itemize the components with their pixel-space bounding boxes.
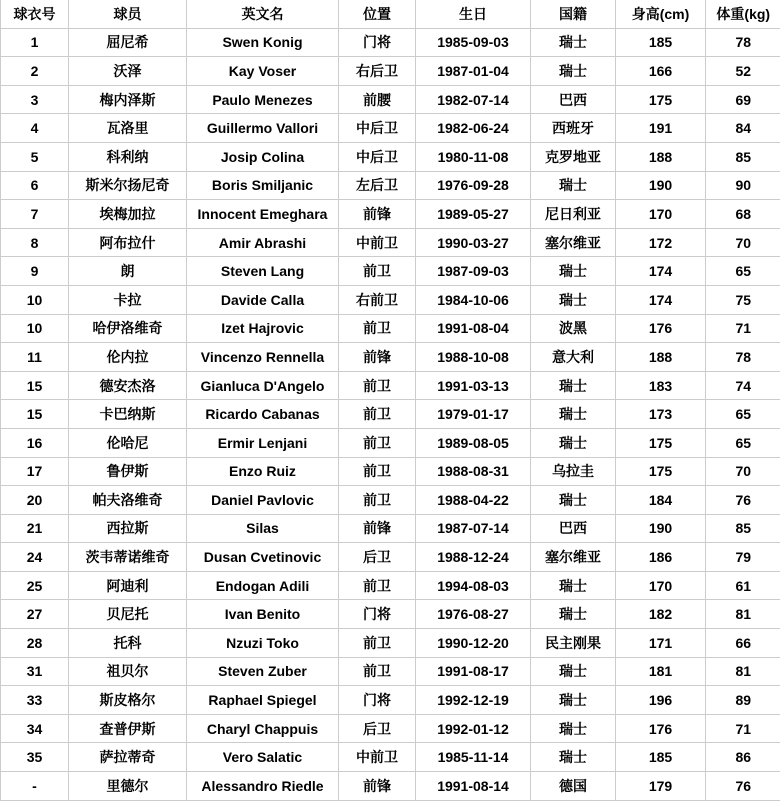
cell-jersey: 6: [1, 171, 69, 200]
cell-jersey: 10: [1, 314, 69, 343]
cell-name-en: Boris Smiljanic: [187, 171, 339, 200]
cell-position: 前腰: [339, 85, 416, 114]
cell-jersey: 25: [1, 571, 69, 600]
cell-birthday: 1988-10-08: [416, 343, 531, 372]
cell-jersey: 8: [1, 228, 69, 257]
cell-height: 185: [616, 28, 706, 57]
cell-name-en: Endogan Adili: [187, 571, 339, 600]
cell-birthday: 1985-09-03: [416, 28, 531, 57]
cell-weight: 65: [706, 400, 780, 429]
table-row: [1, 28, 780, 57]
cell-name-cn: 卡巴纳斯: [69, 400, 187, 429]
cell-name-en: Nzuzi Toko: [187, 629, 339, 658]
table-row: [1, 743, 780, 772]
cell-name-en: Swen Konig: [187, 28, 339, 57]
cell-jersey: 2: [1, 57, 69, 86]
header-cell-weight: 体重(kg): [706, 0, 780, 28]
cell-nationality: 瑞士: [531, 743, 616, 772]
table-row: [1, 657, 780, 686]
cell-name-en: Ricardo Cabanas: [187, 400, 339, 429]
cell-weight: 84: [706, 114, 780, 143]
table-row: [1, 571, 780, 600]
cell-jersey: 5: [1, 142, 69, 171]
cell-birthday: 1988-04-22: [416, 486, 531, 515]
cell-weight: 66: [706, 629, 780, 658]
cell-nationality: 德国: [531, 772, 616, 801]
cell-position: 前卫: [339, 314, 416, 343]
cell-jersey: -: [1, 772, 69, 801]
cell-name-en: Charyl Chappuis: [187, 714, 339, 743]
cell-height: 170: [616, 571, 706, 600]
cell-height: 175: [616, 457, 706, 486]
cell-nationality: 瑞士: [531, 171, 616, 200]
cell-height: 184: [616, 486, 706, 515]
cell-nationality: 瑞士: [531, 657, 616, 686]
cell-name-en: Josip Colina: [187, 142, 339, 171]
cell-position: 中后卫: [339, 142, 416, 171]
cell-jersey: 3: [1, 85, 69, 114]
cell-name-en: Steven Zuber: [187, 657, 339, 686]
cell-position: 前锋: [339, 514, 416, 543]
table-row: [1, 85, 780, 114]
cell-jersey: 28: [1, 629, 69, 658]
cell-jersey: 35: [1, 743, 69, 772]
cell-weight: 61: [706, 571, 780, 600]
table-row: [1, 285, 780, 314]
cell-birthday: 1976-09-28: [416, 171, 531, 200]
cell-nationality: 瑞士: [531, 57, 616, 86]
cell-name-cn: 萨拉蒂奇: [69, 743, 187, 772]
cell-jersey: 9: [1, 257, 69, 286]
cell-position: 门将: [339, 686, 416, 715]
cell-height: 172: [616, 228, 706, 257]
cell-weight: 76: [706, 486, 780, 515]
cell-weight: 65: [706, 428, 780, 457]
cell-nationality: 巴西: [531, 85, 616, 114]
cell-nationality: 克罗地亚: [531, 142, 616, 171]
cell-height: 166: [616, 57, 706, 86]
table-row: [1, 686, 780, 715]
cell-nationality: 塞尔维亚: [531, 543, 616, 572]
table-body: [1, 28, 780, 800]
cell-birthday: 1987-09-03: [416, 257, 531, 286]
cell-jersey: 34: [1, 714, 69, 743]
cell-jersey: 4: [1, 114, 69, 143]
header-cell-height: 身高(cm): [616, 0, 706, 28]
cell-name-cn: 鲁伊斯: [69, 457, 187, 486]
cell-weight: 86: [706, 743, 780, 772]
cell-birthday: 1991-08-14: [416, 772, 531, 801]
cell-name-cn: 埃梅加拉: [69, 200, 187, 229]
cell-position: 前卫: [339, 400, 416, 429]
cell-position: 中前卫: [339, 228, 416, 257]
cell-weight: 85: [706, 142, 780, 171]
cell-name-cn: 梅内泽斯: [69, 85, 187, 114]
cell-birthday: 1976-08-27: [416, 600, 531, 629]
cell-position: 前卫: [339, 571, 416, 600]
cell-height: 186: [616, 543, 706, 572]
cell-name-en: Enzo Ruiz: [187, 457, 339, 486]
cell-nationality: 西班牙: [531, 114, 616, 143]
cell-weight: 74: [706, 371, 780, 400]
cell-name-cn: 西拉斯: [69, 514, 187, 543]
cell-nationality: 瑞士: [531, 257, 616, 286]
table-row: [1, 371, 780, 400]
cell-nationality: 瑞士: [531, 714, 616, 743]
cell-weight: 81: [706, 600, 780, 629]
cell-nationality: 瑞士: [531, 600, 616, 629]
cell-weight: 70: [706, 457, 780, 486]
cell-jersey: 15: [1, 371, 69, 400]
cell-position: 前锋: [339, 200, 416, 229]
table-row: [1, 171, 780, 200]
header-cell-nationality: 国籍: [531, 0, 616, 28]
cell-position: 前锋: [339, 772, 416, 801]
cell-name-en: Guillermo Vallori: [187, 114, 339, 143]
cell-weight: 81: [706, 657, 780, 686]
cell-position: 门将: [339, 600, 416, 629]
cell-weight: 78: [706, 28, 780, 57]
cell-nationality: 意大利: [531, 343, 616, 372]
cell-jersey: 20: [1, 486, 69, 515]
cell-height: 190: [616, 514, 706, 543]
cell-birthday: 1988-12-24: [416, 543, 531, 572]
cell-name-cn: 贝尼托: [69, 600, 187, 629]
cell-name-cn: 阿布拉什: [69, 228, 187, 257]
cell-weight: 85: [706, 514, 780, 543]
cell-birthday: 1984-10-06: [416, 285, 531, 314]
cell-nationality: 瑞士: [531, 400, 616, 429]
cell-name-cn: 托科: [69, 629, 187, 658]
cell-jersey: 17: [1, 457, 69, 486]
cell-position: 后卫: [339, 543, 416, 572]
cell-name-cn: 祖贝尔: [69, 657, 187, 686]
cell-name-en: Davide Calla: [187, 285, 339, 314]
cell-weight: 69: [706, 85, 780, 114]
cell-name-cn: 里德尔: [69, 772, 187, 801]
cell-jersey: 1: [1, 28, 69, 57]
cell-weight: 65: [706, 257, 780, 286]
cell-height: 196: [616, 686, 706, 715]
header-cell-name-en: 英文名: [187, 0, 339, 28]
cell-name-cn: 伦哈尼: [69, 428, 187, 457]
cell-nationality: 瑞士: [531, 686, 616, 715]
cell-jersey: 21: [1, 514, 69, 543]
cell-name-en: Dusan Cvetinovic: [187, 543, 339, 572]
cell-height: 175: [616, 85, 706, 114]
cell-height: 182: [616, 600, 706, 629]
cell-nationality: 瑞士: [531, 486, 616, 515]
cell-name-cn: 斯皮格尔: [69, 686, 187, 715]
table-row: [1, 428, 780, 457]
cell-birthday: 1987-01-04: [416, 57, 531, 86]
cell-name-en: Kay Voser: [187, 57, 339, 86]
cell-position: 门将: [339, 28, 416, 57]
cell-birthday: 1992-01-12: [416, 714, 531, 743]
cell-name-en: Vero Salatic: [187, 743, 339, 772]
header-cell-name-cn: 球员: [69, 0, 187, 28]
table-row: [1, 457, 780, 486]
cell-position: 前卫: [339, 486, 416, 515]
cell-position: 前锋: [339, 343, 416, 372]
header-cell-jersey: 球衣号: [1, 0, 69, 28]
cell-nationality: 乌拉圭: [531, 457, 616, 486]
cell-name-en: Amir Abrashi: [187, 228, 339, 257]
cell-name-en: Ivan Benito: [187, 600, 339, 629]
cell-name-cn: 帕夫洛维奇: [69, 486, 187, 515]
table-row: [1, 257, 780, 286]
cell-name-cn: 科利纳: [69, 142, 187, 171]
cell-height: 170: [616, 200, 706, 229]
cell-birthday: 1990-03-27: [416, 228, 531, 257]
cell-nationality: 波黑: [531, 314, 616, 343]
cell-position: 后卫: [339, 714, 416, 743]
cell-nationality: 民主刚果: [531, 629, 616, 658]
cell-jersey: 15: [1, 400, 69, 429]
cell-height: 173: [616, 400, 706, 429]
table-row: [1, 57, 780, 86]
cell-birthday: 1991-03-13: [416, 371, 531, 400]
cell-nationality: 瑞士: [531, 428, 616, 457]
table-row: [1, 543, 780, 572]
cell-birthday: 1979-01-17: [416, 400, 531, 429]
table-row: [1, 343, 780, 372]
cell-birthday: 1980-11-08: [416, 142, 531, 171]
header-row: [1, 0, 780, 28]
cell-weight: 71: [706, 314, 780, 343]
cell-height: 174: [616, 257, 706, 286]
cell-position: 前卫: [339, 457, 416, 486]
cell-birthday: 1987-07-14: [416, 514, 531, 543]
cell-position: 前卫: [339, 257, 416, 286]
cell-birthday: 1982-07-14: [416, 85, 531, 114]
cell-height: 191: [616, 114, 706, 143]
header-cell-position: 位置: [339, 0, 416, 28]
cell-nationality: 塞尔维亚: [531, 228, 616, 257]
cell-height: 176: [616, 314, 706, 343]
cell-name-en: Steven Lang: [187, 257, 339, 286]
table-row: [1, 142, 780, 171]
cell-birthday: 1989-05-27: [416, 200, 531, 229]
cell-weight: 79: [706, 543, 780, 572]
cell-name-cn: 阿迪利: [69, 571, 187, 600]
table-row: [1, 629, 780, 658]
table-row: [1, 772, 780, 801]
cell-height: 185: [616, 743, 706, 772]
cell-birthday: 1989-08-05: [416, 428, 531, 457]
cell-position: 中后卫: [339, 114, 416, 143]
cell-birthday: 1988-08-31: [416, 457, 531, 486]
cell-weight: 89: [706, 686, 780, 715]
cell-jersey: 11: [1, 343, 69, 372]
cell-name-en: Daniel Pavlovic: [187, 486, 339, 515]
cell-name-cn: 查普伊斯: [69, 714, 187, 743]
cell-position: 右后卫: [339, 57, 416, 86]
cell-name-cn: 茨韦蒂诺维奇: [69, 543, 187, 572]
cell-name-en: Innocent Emeghara: [187, 200, 339, 229]
cell-weight: 70: [706, 228, 780, 257]
cell-jersey: 24: [1, 543, 69, 572]
cell-name-cn: 沃泽: [69, 57, 187, 86]
cell-name-en: Alessandro Riedle: [187, 772, 339, 801]
cell-name-cn: 伦内拉: [69, 343, 187, 372]
cell-height: 176: [616, 714, 706, 743]
cell-name-cn: 卡拉: [69, 285, 187, 314]
table-row: [1, 714, 780, 743]
table-row: [1, 514, 780, 543]
cell-name-cn: 瓦洛里: [69, 114, 187, 143]
cell-weight: 90: [706, 171, 780, 200]
cell-nationality: 瑞士: [531, 371, 616, 400]
cell-jersey: 10: [1, 285, 69, 314]
cell-birthday: 1991-08-04: [416, 314, 531, 343]
cell-name-cn: 斯米尔扬尼奇: [69, 171, 187, 200]
table-row: [1, 600, 780, 629]
cell-name-en: Raphael Spiegel: [187, 686, 339, 715]
table-row: [1, 400, 780, 429]
cell-height: 190: [616, 171, 706, 200]
cell-name-cn: 朗: [69, 257, 187, 286]
table-row: [1, 486, 780, 515]
cell-birthday: 1994-08-03: [416, 571, 531, 600]
cell-position: 左后卫: [339, 171, 416, 200]
cell-jersey: 27: [1, 600, 69, 629]
cell-height: 181: [616, 657, 706, 686]
cell-name-cn: 哈伊洛维奇: [69, 314, 187, 343]
cell-name-en: Izet Hajrovic: [187, 314, 339, 343]
cell-jersey: 31: [1, 657, 69, 686]
cell-weight: 76: [706, 772, 780, 801]
cell-nationality: 瑞士: [531, 28, 616, 57]
cell-position: 中前卫: [339, 743, 416, 772]
cell-birthday: 1991-08-17: [416, 657, 531, 686]
cell-weight: 52: [706, 57, 780, 86]
cell-weight: 68: [706, 200, 780, 229]
cell-position: 前卫: [339, 428, 416, 457]
cell-height: 174: [616, 285, 706, 314]
cell-weight: 71: [706, 714, 780, 743]
cell-jersey: 16: [1, 428, 69, 457]
cell-height: 188: [616, 142, 706, 171]
cell-birthday: 1992-12-19: [416, 686, 531, 715]
cell-height: 179: [616, 772, 706, 801]
cell-jersey: 33: [1, 686, 69, 715]
table-row: [1, 314, 780, 343]
cell-nationality: 瑞士: [531, 285, 616, 314]
cell-position: 前卫: [339, 371, 416, 400]
cell-height: 183: [616, 371, 706, 400]
cell-name-en: Ermir Lenjani: [187, 428, 339, 457]
cell-height: 188: [616, 343, 706, 372]
cell-birthday: 1985-11-14: [416, 743, 531, 772]
cell-position: 前卫: [339, 657, 416, 686]
cell-nationality: 巴西: [531, 514, 616, 543]
cell-name-en: Gianluca D'Angelo: [187, 371, 339, 400]
cell-name-en: Vincenzo Rennella: [187, 343, 339, 372]
cell-weight: 78: [706, 343, 780, 372]
table-row: [1, 200, 780, 229]
header-cell-birthday: 生日: [416, 0, 531, 28]
cell-weight: 75: [706, 285, 780, 314]
cell-height: 171: [616, 629, 706, 658]
cell-position: 前卫: [339, 629, 416, 658]
cell-birthday: 1990-12-20: [416, 629, 531, 658]
cell-position: 右前卫: [339, 285, 416, 314]
cell-birthday: 1982-06-24: [416, 114, 531, 143]
table-row: [1, 114, 780, 143]
cell-name-cn: 屈尼希: [69, 28, 187, 57]
cell-name-cn: 德安杰洛: [69, 371, 187, 400]
cell-jersey: 7: [1, 200, 69, 229]
cell-height: 175: [616, 428, 706, 457]
cell-nationality: 尼日利亚: [531, 200, 616, 229]
cell-nationality: 瑞士: [531, 571, 616, 600]
table-row: [1, 228, 780, 257]
cell-name-en: Paulo Menezes: [187, 85, 339, 114]
cell-name-en: Silas: [187, 514, 339, 543]
